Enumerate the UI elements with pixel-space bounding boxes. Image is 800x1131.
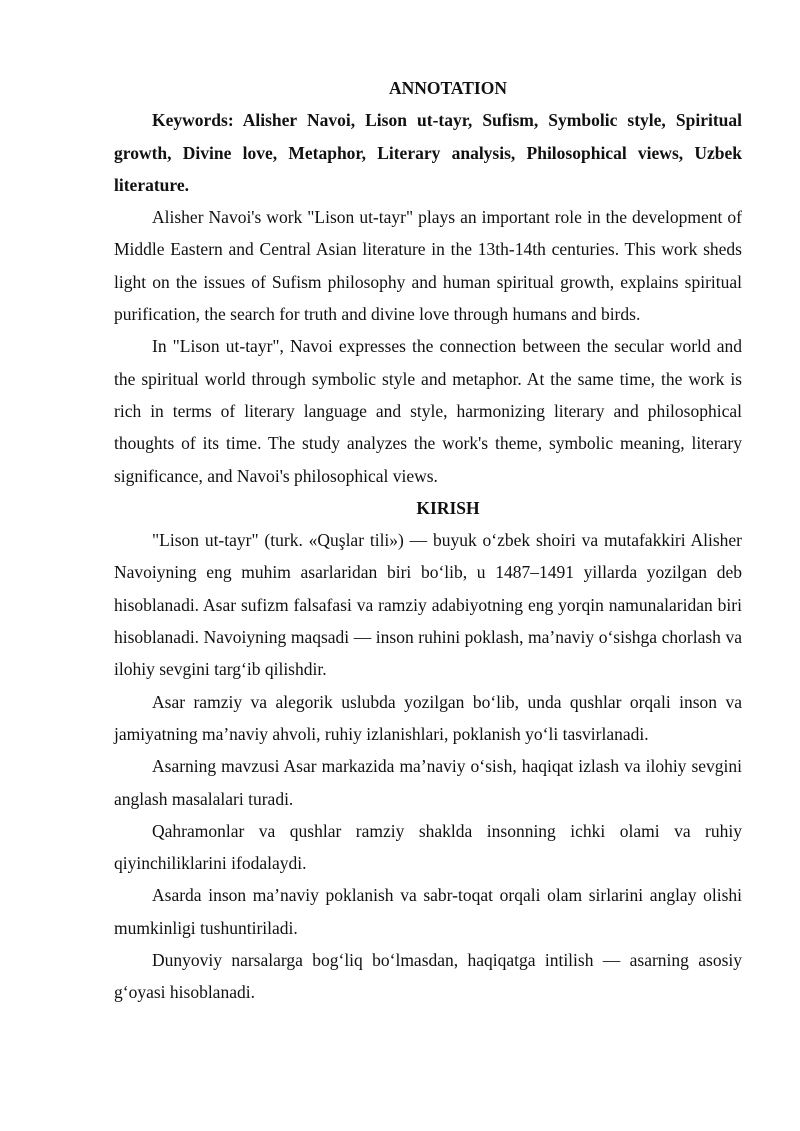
kirish-paragraph-6: Dunyoviy narsalarga bog‘liq bo‘lmasdan, haqiqatga intilish — asarning asosiy g‘oyasi hisoblanadi. bbox=[114, 950, 742, 1003]
kirish-paragraph-1: "Lison ut-tayr" (turk. «Quşlar tili») — buyuk o‘zbek shoiri va mutafakkiri Alisher Navoiyning eng muhim asarlaridan biri bo‘lib, u 1487–1491 yillarda yozilgan deb hisoblanadi. Asar sufizm falsafasi va ramziy adabiyotning eng yorqin namunalaridan biri hisoblanadi. Navoiyning maqsadi — inson ruhini poklash, ma’naviy o‘sishga chorlash va ilohiy sevgini targ‘ib qilishdir. bbox=[114, 530, 742, 680]
document-page bbox=[114, 72, 742, 1009]
kirish-paragraph-4: Qahramonlar va qushlar ramziy shaklda insonning ichki olami va ruhiy qiyinchiliklarini ifodalaydi. bbox=[114, 820, 742, 874]
kirish-paragraph-3: Asarning mavzusi Asar markazida ma’naviy o‘sish, haqiqat izlash va ilohiy sevgini anglash masalalari turadi. bbox=[114, 756, 742, 809]
keywords-paragraph: Keywords: Alisher Navoi, Lison ut-tayr, Sufism, Symbolic style, Spiritual growth, Divine love, Metaphor, Literary analysis, Philosophical views, Uzbek literature. bbox=[114, 110, 742, 195]
kirish-paragraph-5: Asarda inson ma’naviy poklanish va sabr-toqat orqali olam sirlarini anglay olishi mumkinligi tushuntiriladi. bbox=[114, 885, 742, 938]
annotation-paragraph-1: Alisher Navoi's work "Lison ut-tayr" plays an important role in the development of Middle Eastern and Central Asian literature in the 13th-14th centuries. This work sheds light on the issues of Sufism philosophy and human spiritual growth, explains spiritual purification, the search for truth and divine love through humans and birds. bbox=[114, 207, 742, 325]
kirish-paragraph-2: Asar ramziy va alegorik uslubda yozilgan bo‘lib, unda qushlar orqali inson va jamiyatning ma’naviy ahvoli, ruhiy izlanishlari, poklanish yo‘li tasvirlanadi. bbox=[114, 691, 742, 744]
kirish-heading: KIRISH bbox=[416, 497, 480, 518]
annotation-heading: ANNOTATION bbox=[389, 78, 507, 98]
annotation-paragraph-2: In "Lison ut-tayr", Navoi expresses the connection between the secular world and the spiritual world through symbolic style and metaphor. At the same time, the work is rich in terms of literary language and style, harmonizing literary and philosophical thoughts of its time. The study analyzes the work's theme, symbolic meaning, literary significance, and Navoi's philosophical views. bbox=[114, 336, 742, 486]
